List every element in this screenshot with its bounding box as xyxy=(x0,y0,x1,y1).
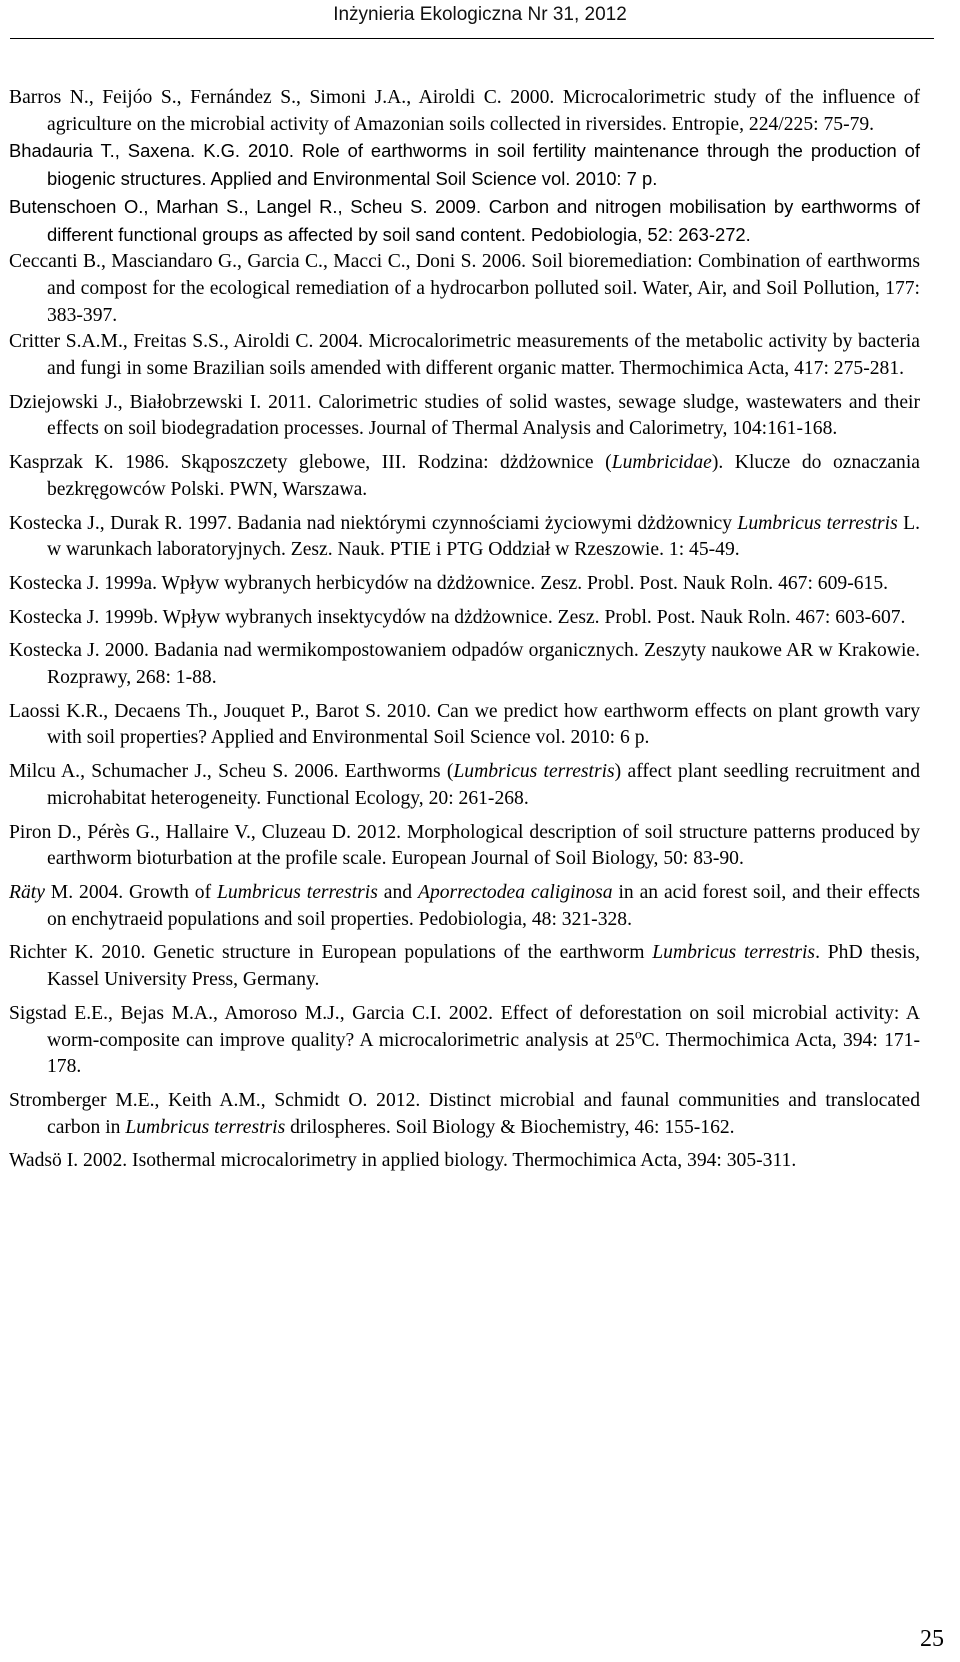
reference-kostecka-1997: Kostecka J., Durak R. 1997. Badania nad niektórymi czynnościami życiowymi dżdżownicy Lumbricus terrestris L. w warunkach laboratoryjnych. Zesz. Nauk. PTIE i PTG Oddział w Rzeszowie. 1: 45-49. xyxy=(9,512,920,561)
reference-sigstad: Sigstad E.E., Bejas M.A., Amoroso M.J., Garcia C.I. 2002. Effect of deforestation on soil microbial activity: A worm-composite can improve quality? A microcalorimetric analysis at 25$^o$C. Thermochimica Acta, 394: 171-178. xyxy=(9,1002,920,1078)
reference-kostecka-1999b: Kostecka J. 1999b. Wpływ wybranych insektycydów na dżdżownice. Zesz. Probl. Post. Nauk Roln. 467: 603-607. xyxy=(9,606,906,628)
reference-butenschoen: Butenschoen O., Marhan S., Langel R., Scheu S. 2009. Carbon and nitrogen mobilisation by earthworms of different functional groups as affected by soil sand content. Pedobiologia, 52: 263-272. xyxy=(9,195,920,245)
page-number: 25 xyxy=(920,1626,944,1652)
reference-kostecka-2000: Kostecka J. 2000. Badania nad wermikompostowaniem odpadów organicznych. Zeszyty naukowe AR w Krakowie. Rozprawy, 268: 1-88. xyxy=(9,640,920,689)
reference-piron: Piron D., Pérès G., Hallaire V., Cluzeau D. 2012. Morphological description of soil structure patterns produced by earthworm bioturbation at the profile scale. European Journal of Soil Biology, 50: 83-90. xyxy=(9,821,920,870)
running-header: Inżynieria Ekologiczna Nr 31, 2012 xyxy=(333,4,627,25)
reference-list xyxy=(0,85,920,1175)
reference-kostecka-1999a: Kostecka J. 1999a. Wpływ wybranych herbicydów na dżdżownice. Zesz. Probl. Post. Nauk Roln. 467: 609-615. xyxy=(9,572,889,594)
reference-richter: Richter K. 2010. Genetic structure in European populations of the earthworm Lumbricus terrestris. PhD thesis, Kassel University Press, Germany. xyxy=(9,942,920,991)
reference-ceccanti: Ceccanti B., Masciandaro G., Garcia C., Macci C., Doni S. 2006. Soil bioremediation: Combination of earthworms and compost for the ecological remediation of a hydrocarbon polluted soil. Water, Air, and Soil Pollution, 177: 383-397. xyxy=(9,251,920,326)
reference-dziejowski: Dziejowski J., Białobrzewski I. 2011. Calorimetric studies of solid wastes, sewage sludge, wastewaters and their effects on soil biodegradation processes. Journal of Thermal Analysis and Calorimetry, 104:161-168. xyxy=(9,391,920,440)
reference-kasprzak: Kasprzak K. 1986. Skąposzczety glebowe, III. Rodzina: dżdżownice (Lumbricidae). Klucze do oznaczania bezkręgowców Polski. PWN, Warszawa. xyxy=(9,452,920,500)
reference-stromberger: Stromberger M.E., Keith A.M., Schmidt O. 2012. Distinct microbial and faunal communities and translocated carbon in Lumbricus terrestris drilospheres. Soil Biology & Biochemistry, 46: 155-162. xyxy=(9,1089,920,1138)
header-rule xyxy=(10,38,934,39)
reference-wadso: Wadsö I. 2002. Isothermal microcalorimetry in applied biology. Thermochimica Acta, 394: 305-311. xyxy=(9,1150,797,1172)
reference-bhadauria: Bhadauria T., Saxena. K.G. 2010. Role of earthworms in soil fertility maintenance through the production of biogenic structures. Applied and Environmental Soil Science vol. 2010: 7 p. xyxy=(9,140,920,190)
reference-laossi: Laossi K.R., Decaens Th., Jouquet P., Barot S. 2010. Can we predict how earthworm effects on plant growth vary with soil properties? Applied and Environmental Soil Science vol. 2010: 6 p. xyxy=(9,700,920,749)
reference-critter: Critter S.A.M., Freitas S.S., Airoldi C. 2004. Microcalorimetric measurements of the metabolic activity by bacteria and fungi in some Brazilian soils amended with different organic matter. Thermochimica Acta, 417: 275-281. xyxy=(9,331,920,380)
reference-milcu: Milcu A., Schumacher J., Scheu S. 2006. Earthworms (Lumbricus terrestris) affect plant seedling recruitment and microhabitat heterogeneity. Functional Ecology, 20: 261-268. xyxy=(9,761,920,809)
reference-raty: Räty M. 2004. Growth of Lumbricus terrestris and Aporrectodea caliginosa in an acid forest soil, and their effects on enchytraeid populations and soil properties. Pedobiologia, 48: 321-328. xyxy=(9,881,921,930)
reference-barros: Barros N., Feijóo S., Fernández S., Simoni J.A., Airoldi C. 2000. Microcalorimetric study of the influence of agriculture on the microbial activity of Amazonian soils collected in riversides. Entropie, 224/225: 75-79. xyxy=(9,87,920,135)
